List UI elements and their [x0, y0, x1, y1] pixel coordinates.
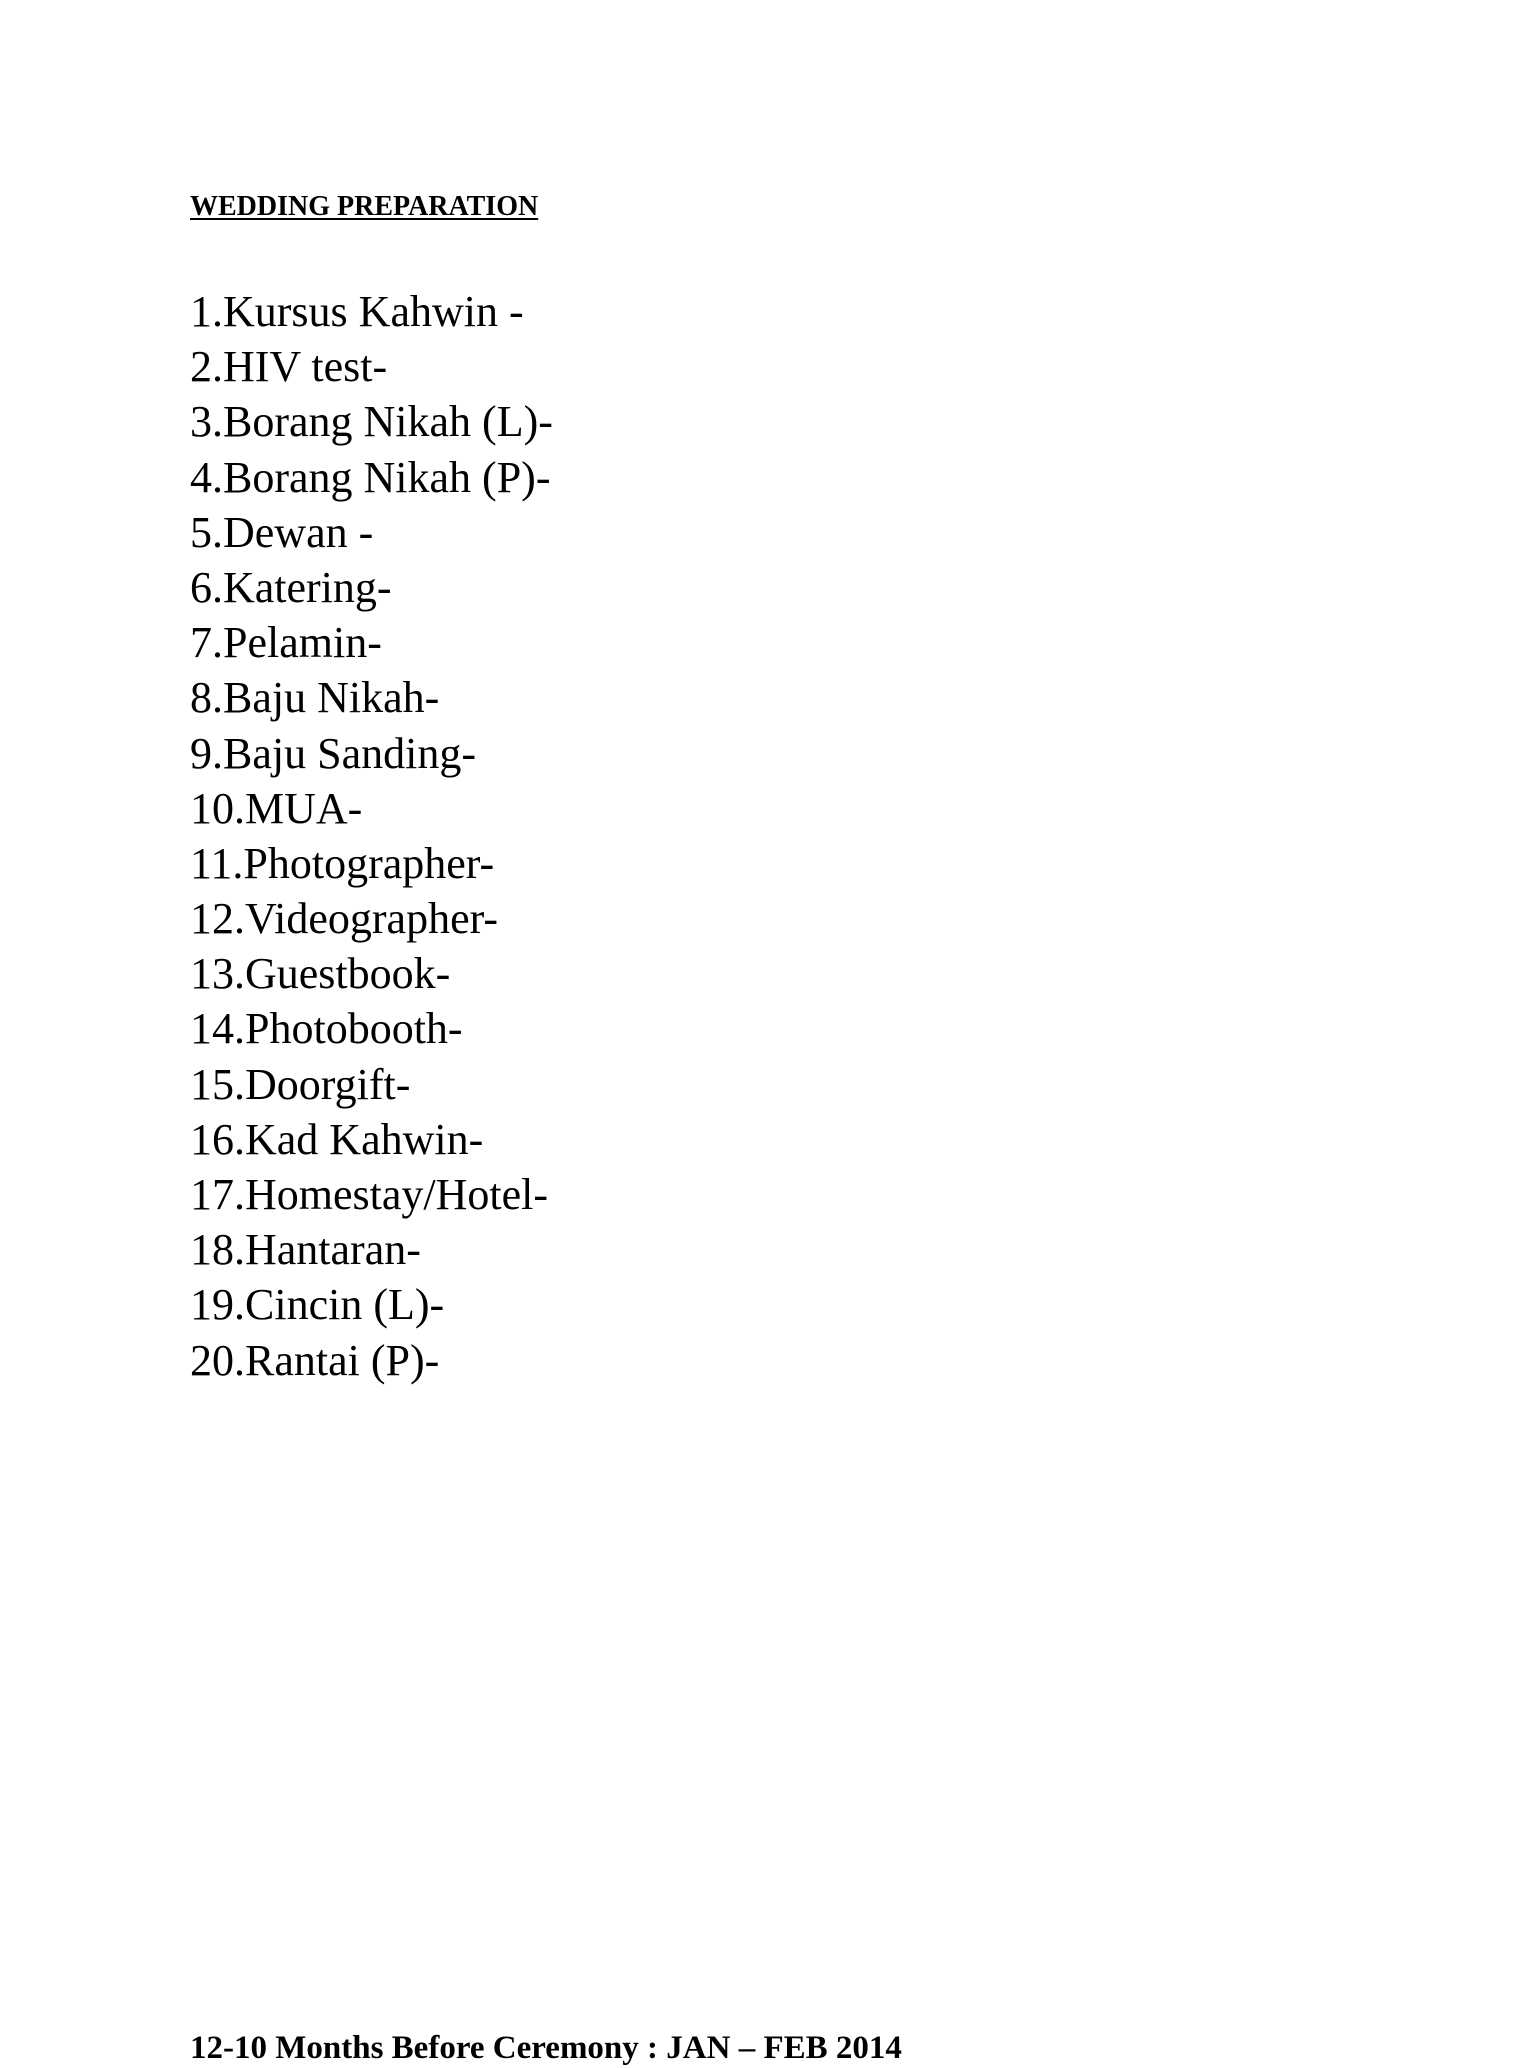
checklist-item: 15.Doorgift-	[190, 1059, 411, 1109]
checklist-item: 12.Videographer-	[190, 894, 499, 944]
checklist-item: 13.Guestbook-	[190, 949, 451, 999]
checklist-item: 10.MUA-	[190, 783, 363, 833]
checklist-item: 19.Cincin (L)-	[190, 1280, 445, 1330]
checklist-item: 8.Baju Nikah-	[190, 673, 440, 723]
document-title: WEDDING PREPARATION	[190, 191, 539, 222]
checklist-item: 5.Dewan -	[190, 507, 374, 557]
checklist-item: 4.Borang Nikah (P)-	[190, 452, 551, 502]
checklist-item: 14.Photobooth-	[190, 1004, 463, 1054]
checklist-item: 20.Rantai (P)-	[190, 1335, 440, 1385]
checklist-item: 2.HIV test-	[190, 342, 388, 392]
timeline-footer: 12-10 Months Before Ceremony : JAN – FEB 2014	[190, 2030, 902, 2066]
checklist-item: 9.Baju Sanding-	[190, 728, 476, 778]
checklist-item: 7.Pelamin-	[190, 618, 382, 668]
checklist-item: 17.Homestay/Hotel-	[190, 1170, 549, 1219]
checklist-item: 16.Kad Kahwin-	[190, 1114, 484, 1164]
checklist-item: 6.Katering-	[190, 562, 392, 612]
checklist-item: 11.Photographer-	[190, 838, 495, 888]
preparation-checklist	[190, 284, 553, 1388]
checklist-item: 3.Borang Nikah (L)-	[190, 397, 553, 447]
checklist-item: 1.Kursus Kahwin -	[190, 287, 524, 336]
checklist-item: 18.Hantaran-	[190, 1225, 421, 1275]
